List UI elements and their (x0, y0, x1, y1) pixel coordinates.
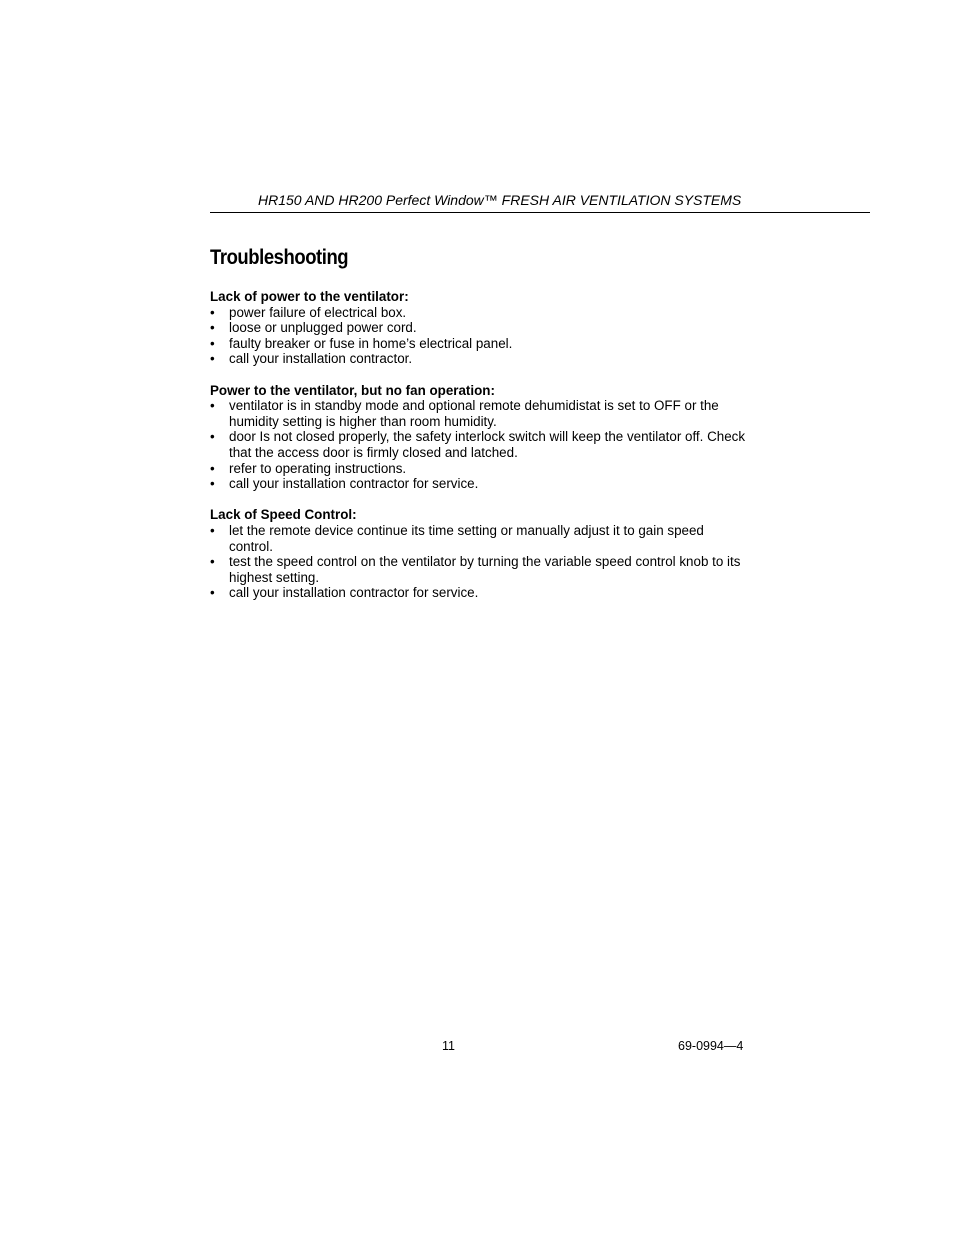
bullet-icon: • (210, 320, 215, 336)
list-item-text: ventilator is in standby mode and optional remote dehumidistat is set to OFF or the humidity setting is higher than room humidity. (229, 398, 719, 429)
bullet-icon: • (210, 335, 215, 351)
bullet-icon: • (210, 522, 215, 538)
section-power-loss (210, 289, 750, 367)
list-item (210, 320, 750, 336)
list-item-text: call your installation contractor for service. (229, 476, 479, 492)
list-item (210, 523, 750, 554)
bullet-icon: • (210, 398, 215, 414)
list-item-text: let the remote device continue its time setting or manually adjust it to gain speed control. (229, 522, 704, 554)
section-heading: Lack of Speed Control: (210, 507, 357, 523)
section-heading: Power to the ventilator, but no fan operation: (210, 382, 495, 398)
page-number: 11 (442, 1039, 455, 1053)
list-item-text: door Is not closed properly, the safety interlock switch will keep the ventilator off. Check that the access door is firmly closed and latched. (229, 429, 746, 460)
list-item (210, 305, 750, 321)
list-item (210, 461, 750, 477)
section-no-fan-operation (210, 383, 750, 492)
bullet-icon: • (210, 429, 215, 445)
page-title: Troubleshooting (210, 246, 349, 269)
document-number: 69-0994—4 (678, 1039, 744, 1053)
list-item (210, 351, 750, 367)
list-item (210, 336, 750, 352)
list-item (210, 429, 750, 460)
bullet-icon: • (210, 554, 215, 570)
bullet-icon: • (210, 304, 215, 320)
list-item-text: refer to operating instructions. (229, 460, 407, 476)
list-item (210, 585, 750, 601)
bullet-icon: • (210, 351, 215, 367)
section-heading: Lack of power to the ventilator: (210, 289, 409, 304)
list-item-text: power failure of electrical box. (229, 304, 407, 320)
list-item (210, 476, 750, 492)
bullet-icon: • (210, 460, 215, 476)
list-item-text: loose or unplugged power cord. (229, 320, 417, 336)
list-item (210, 554, 750, 585)
bullet-icon: • (210, 476, 215, 492)
list-item-text: faulty breaker or fuse in home’s electrical panel. (229, 335, 513, 351)
bullet-icon: • (210, 585, 215, 601)
list-item-text: call your installation contractor. (229, 351, 413, 367)
list-item-text: test the speed control on the ventilator by turning the variable speed control knob to its highest setting. (229, 554, 741, 585)
running-header: HR150 AND HR200 Perfect Window™ FRESH AIR VENTILATION SYSTEMS (258, 192, 742, 208)
troubleshooting-content (210, 289, 750, 616)
bullet-list (210, 305, 750, 367)
bullet-list (210, 398, 750, 492)
bullet-list (210, 523, 750, 601)
list-item (210, 398, 750, 429)
list-item-text: call your installation contractor for service. (229, 585, 479, 601)
section-speed-control (210, 507, 750, 601)
header-divider (210, 212, 870, 213)
